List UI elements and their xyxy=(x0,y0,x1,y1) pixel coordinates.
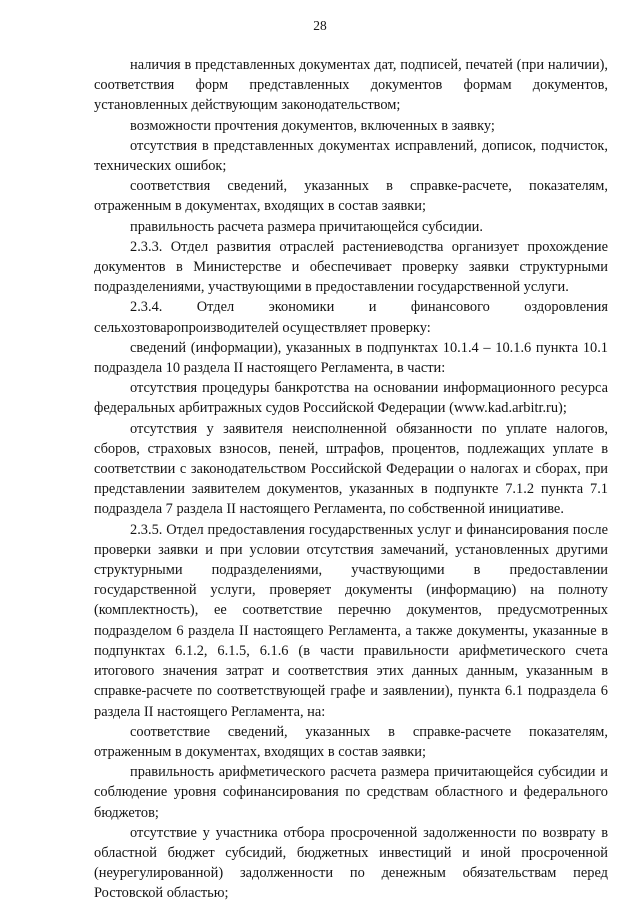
paragraph-section-2-3-4: 2.3.4. Отдел экономики и финансового оздоровления сельхозтоваропроизводителей осуществляет проверку: xyxy=(94,299,608,336)
document-body xyxy=(94,55,608,904)
page-number: 28 xyxy=(313,18,327,33)
paragraph-section-2-3-3: 2.3.3. Отдел развития отраслей растениеводства организует прохождение документов в Министерстве и обеспечивает проверку заявки структурными подразделениями, участвующими в предоставлении государственной услуги. xyxy=(94,238,608,296)
paragraph-section-2-3-5: 2.3.5. Отдел предоставления государственных услуг и финансирования после проверки заявки и при условии отсутствия замечаний, установленных другими структурными подразделениями, участвующими в предоставлении государственной услуги, проверяет документы (информацию) на полноту (комплектность), ее соответствие перечню документов, предусмотренных подразделом 6 раздела II настоящего Регламента, а также документы, указанные в подпунктах 6.1.2, 6.1.5, 6.1.6 (в части правильности арифметического счета итогового значения затрат и соответствия этих данных данным, указанным в справке-расчете по соответствующей графе и заявлении), пункта 6.1 подраздела 6 раздела II настоящего Регламента, на: xyxy=(94,521,608,720)
paragraph: возможности прочтения документов, включенных в заявку; xyxy=(130,117,495,134)
paragraph: правильность расчета размера причитающейся субсидии. xyxy=(130,218,483,235)
paragraph: наличия в представленных документах дат, подписей, печатей (при наличии), соответствия форм представленных документов формам документов, установленных действующим законодательством; xyxy=(94,57,608,114)
paragraph: соответствие сведений, указанных в справке-расчете показателям, отраженным в документах, входящих в состав заявки; xyxy=(94,723,608,760)
paragraph: правильность арифметического расчета размера причитающейся субсидии и соблюдение уровня софинансирования по средствам областного и федерального бюджетов; xyxy=(94,764,608,821)
paragraph: сведений (информации), указанных в подпунктах 10.1.4 – 10.1.6 пункта 10.1 подраздела 10 раздела II настоящего Регламента, в части: xyxy=(94,339,608,377)
paragraph: отсутствия процедуры банкротства на основании информационного ресурса федеральных арбитражных судов Российской Федерации (www.kad.arbitr.ru); xyxy=(94,380,608,417)
paragraph: отсутствие у участника отбора просроченной задолженности по возврату в областной бюджет субсидий, бюджетных инвестиций и иной просроченной (неурегулированной) задолженности по денежным обязательствам перед Ростовской областью; xyxy=(94,824,608,902)
paragraph: отсутствия у заявителя неисполненной обязанности по уплате налогов, сборов, страховых взносов, пеней, штрафов, процентов, подлежащих уплате в соответствии с законодательством Российской Федерации о налогах и сборах, при представлении заявителем документов, указанных в подпункте 7.1.2 пункта 7.1 подраздела 7 раздела II настоящего Регламента, по собственной инициативе. xyxy=(94,420,608,518)
paragraph: отсутствия в представленных документах исправлений, дописок, подчисток, технических ошибок; xyxy=(94,137,608,175)
paragraph: соответствия сведений, указанных в справке-расчете, показателям, отраженным в документах, входящих в состав заявки; xyxy=(94,178,608,215)
